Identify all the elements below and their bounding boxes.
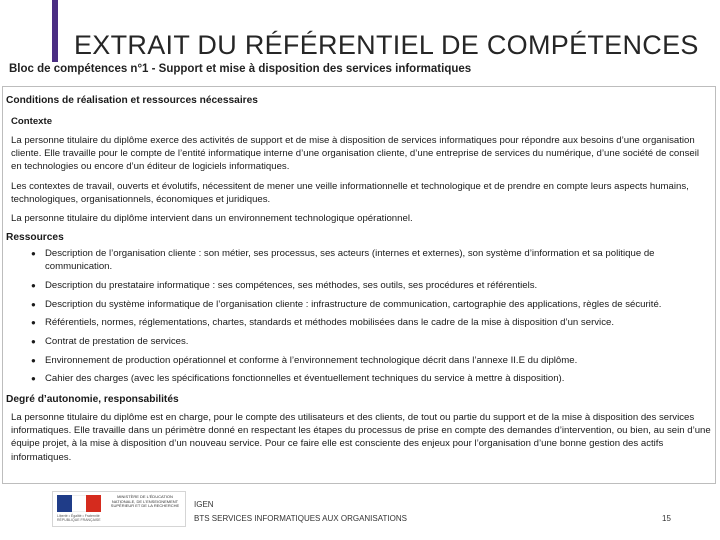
list-item: ● Contrat de prestation de services. — [9, 335, 709, 348]
french-flag-icon — [57, 495, 101, 512]
ressources-heading: Ressources — [6, 232, 64, 243]
contexte-paragraph-2: Les contextes de travail, ouverts et évolutifs, nécessitent de mener une veille informationnelle et technologique et de prendre en compte leurs aspects humains, technologiques, organisationnels, économiques et juridiques. — [11, 181, 689, 206]
flag-caption: Liberté • Égalité • Fraternité RÉPUBLIQUE FRANÇAISE — [57, 514, 101, 522]
footer-program: BTS SERVICES INFORMATIQUES AUX ORGANISATIONS — [194, 514, 407, 523]
list-item: ● Environnement de production opérationnel et conforme à l’environnement technologique décrit dans l’annexe II.E du diplôme. — [9, 354, 709, 367]
ministry-logo — [52, 491, 186, 527]
list-item: ● Référentiels, normes, réglementations, chartes, standards et méthodes mobilisées dans le cadre de la mise à disposition d’un service. — [9, 316, 709, 329]
ressources-list — [9, 247, 709, 391]
block-title: Bloc de compétences n°1 - Support et mise à disposition des services informatiques — [9, 63, 472, 75]
ministry-name: MINISTÈRE DE L'ÉDUCATION NATIONALE, DE L'ENSEIGNEMENT SUPÉRIEUR ET DE LA RECHERCHE — [110, 494, 180, 509]
list-item: ● Description du système informatique de l’organisation cliente : infrastructure de communication, cartographie des applications, règles de sécurité. — [9, 298, 709, 311]
slide-title: EXTRAIT DU RÉFÉRENTIEL DE COMPÉTENCES — [74, 30, 699, 60]
contexte-paragraph-1: La personne titulaire du diplôme exerce des activités de support et de mise à disposition de services informatiques pour répondre aux besoins d’une organisation cliente. Elle travaille pour le compte de l’entité informatique interne d’une organisation cliente, d’une entreprise de services du numérique, d’une société de conseil en technologies ou encore d’un éditeur de logiciels informatiques. — [11, 135, 699, 173]
list-item: ● Description du prestataire informatique : ses compétences, ses méthodes, ses outils, ses procédures et référentiels. — [9, 279, 709, 292]
autonomie-paragraph: La personne titulaire du diplôme est en charge, pour le compte des utilisateurs et des clients, de tout ou partie du support et de la mise à disposition des services informatiques. Elle travaille dans un périmètre donné en respectant les étapes du processus de prise en compte des demandes d’intervention, ou bien, au sein d’une équipe projet, à la mise à disposition d’un nouveau service. Pour ce faire elle est consciente des enjeux pour l’organisation d’une bonne gestion des actifs informatiques. — [11, 412, 711, 463]
accent-bar — [52, 0, 58, 62]
contexte-heading: Contexte — [11, 116, 53, 127]
list-item: ● Description de l’organisation cliente : son métier, ses processus, ses acteurs (internes et externes), son système d’information et sa politique de communication. — [9, 247, 709, 273]
contexte-paragraph-3: La personne titulaire du diplôme intervient dans un environnement technologique opérationnel. — [11, 213, 413, 224]
conditions-heading: Conditions de réalisation et ressources nécessaires — [6, 95, 258, 106]
competence-panel — [2, 86, 716, 484]
footer-org: IGEN — [194, 500, 214, 509]
list-item: ● Cahier des charges (avec les spécifications fonctionnelles et éventuellement techniques du service à mettre à disposition). — [9, 372, 709, 385]
autonomie-heading: Degré d’autonomie, responsabilités — [6, 394, 179, 405]
page-number: 15 — [662, 514, 671, 523]
